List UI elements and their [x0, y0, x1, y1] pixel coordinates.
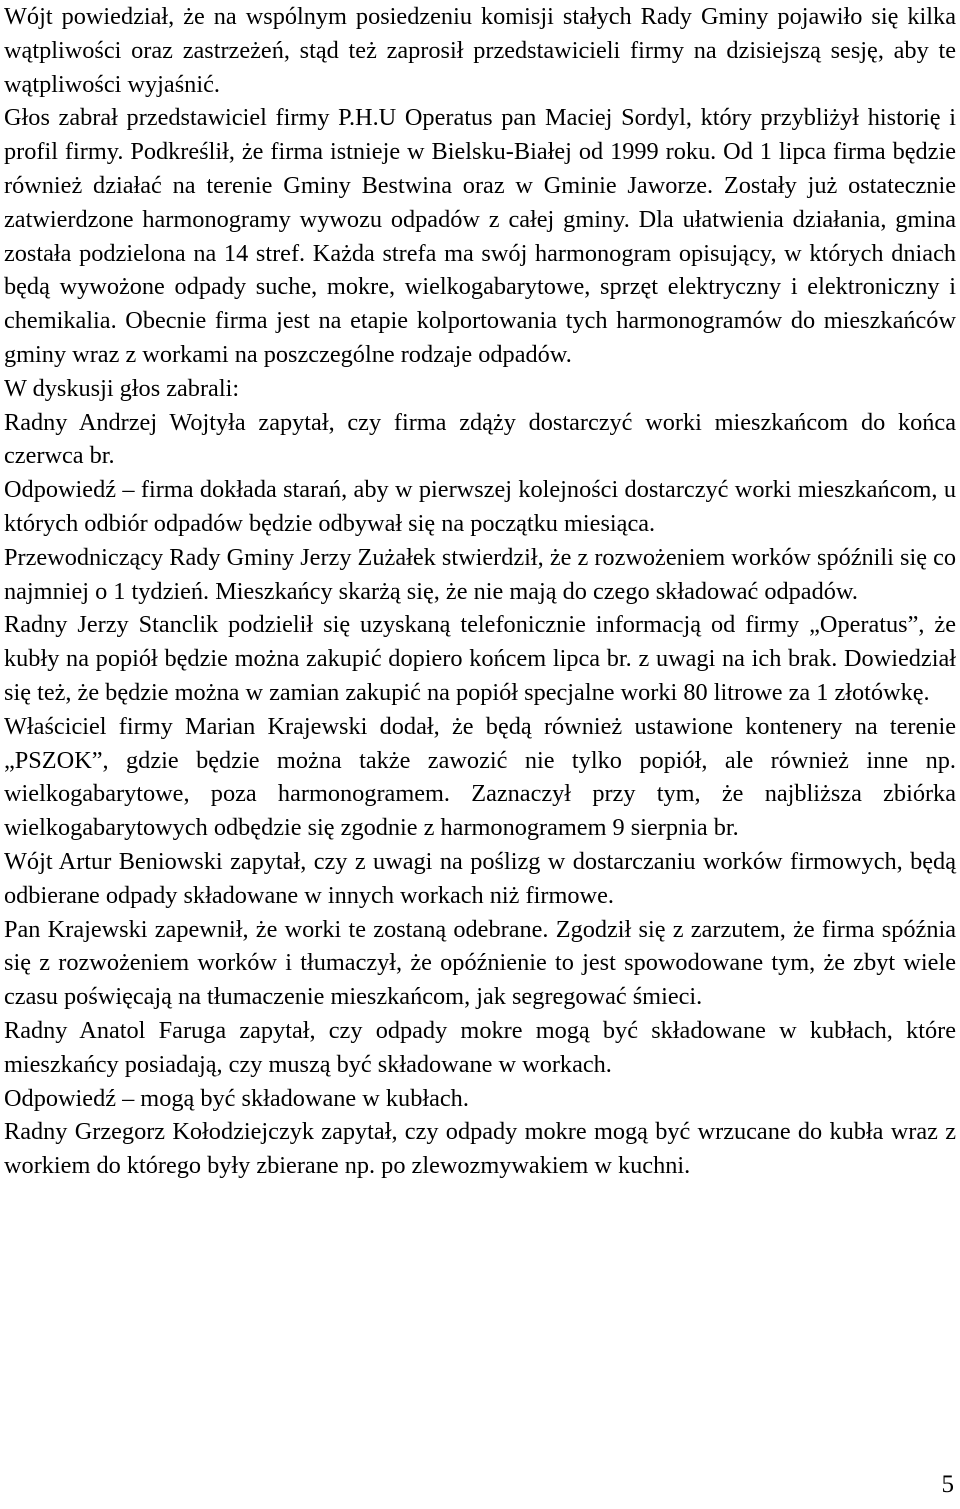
paragraph-sordyl-presentation: Głos zabrał przedstawiciel firmy P.H.U Operatus pan Maciej Sordyl, który przybliżył historię i profil firmy. Podkreślił, że firma istnieje w Bielsku-Białej od 1999 roku. Od 1 lipca firma będzie również działać na terenie Gminy Bestwina oraz w Gminie Jaworze. Zostały już ostatecznie zatwierdzone harmonogramy wywozu odpadów z całej gminy. Dla ułatwienia działania, gmina została podzielona na 14 stref. Każda strefa ma swój harmonogram opisujący, w których dniach będą wywożone odpady suche, mokre, wielkogabarytowe, sprzęt elektryczny i elektroniczny i chemikalia. Obecnie firma jest na etapie kolportowania tych harmonogramów do mieszkańców gminy wraz z workami na poszczególne rodzaje odpadów. — [4, 104, 956, 368]
paragraph-discussion-heading: W dyskusji głos zabrali: — [4, 374, 240, 402]
paragraph-beniowski-question: Wójt Artur Beniowski zapytał, czy z uwagi na poślizg w dostarczaniu worków firmowych, będą odbierane odpady składowane w innych workach niż firmowe. — [4, 847, 956, 909]
paragraph-krajewski-containers: Właściciel firmy Marian Krajewski dodał, że będą również ustawione kontenery na terenie „PSZOK”, gdzie będzie można także zawozić nie tylko popiół, ale również inne np. wielkogabarytowe, poza harmonogramem. Zaznaczył przy tym, że najbliższa zbiórka wielkogabarytowych odbędzie się zgodnie z harmonogramem 9 sierpnia br. — [4, 712, 956, 842]
paragraph-answer-bags: Odpowiedź – firma dokłada starań, aby w pierwszej kolejności dostarczyć worki mieszkańcom, u których odbiór odpadów będzie odbywał się na początku miesiąca. — [4, 476, 956, 537]
paragraph-krajewski-answer: Pan Krajewski zapewnił, że worki te zostaną odebrane. Zgodził się z zarzutem, że firma spóźnia się z rozwożeniem worków i tłumaczył, że opóźnienie to jest spowodowane tym, że zbyt wiele czasu poświęcają na tłumaczenie mieszkańcom, jak segregować śmieci. — [4, 915, 956, 1011]
document-page — [4, 0, 956, 1183]
paragraph-wojtyla-question: Radny Andrzej Wojtyła zapytał, czy firma zdąży dostarczyć worki mieszkańcom do końca czerwca br. — [4, 408, 956, 470]
page-number: 5 — [941, 1471, 954, 1498]
paragraph-faruga-question: Radny Anatol Faruga zapytał, czy odpady mokre mogą być składowane w kubłach, które mieszkańcy posiadają, czy muszą być składowane w workach. — [4, 1016, 956, 1078]
paragraph-answer-bins: Odpowiedź – mogą być składowane w kubłach. — [4, 1084, 469, 1112]
paragraph-zuzalek-statement: Przewodniczący Rady Gminy Jerzy Zużałek stwierdził, że z rozwożeniem worków spóźnili się co najmniej o 1 tydzień. Mieszkańcy skarżą się, że nie mają do czego składować odpadów. — [4, 543, 956, 605]
paragraph-wojt-intro: Wójt powiedział, że na wspólnym posiedzeniu komisji stałych Rady Gminy pojawiło się kilka wątpliwości oraz zastrzeżeń, stąd też zaprosił przedstawicieli firmy na dzisiejszą sesję, aby te wątpliwości wyjaśnić. — [4, 3, 956, 98]
paragraph-kolodziejczyk-question: Radny Grzegorz Kołodziejczyk zapytał, czy odpady mokre mogą być wrzucane do kubła wraz z workiem do którego były zbierane np. po zlewozmywakiem w kuchni. — [4, 1118, 956, 1180]
paragraph-stanclik-info: Radny Jerzy Stanclik podzielił się uzyskaną telefonicznie informacją od firmy „Operatus”, że kubły na popiół będzie można zakupić dopiero końcem lipca br. z uwagi na ich brak. Dowiedział się też, że będzie można w zamian zakupić na popiół specjalne worki 80 litrowe za 1 złotówkę. — [4, 611, 956, 706]
